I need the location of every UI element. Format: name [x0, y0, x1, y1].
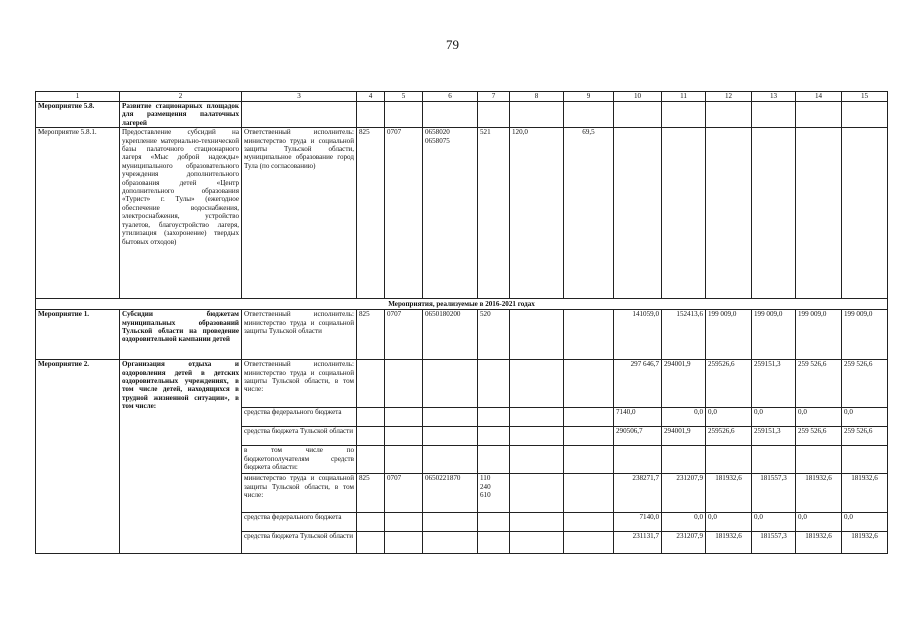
cell-2020: 181932,6: [796, 474, 842, 513]
cell-2020: 199 009,0: [796, 310, 842, 360]
cell-2018: 0,0: [706, 513, 752, 532]
cell-2019: 0,0: [752, 408, 796, 427]
cell-2021: 259 526,6: [842, 427, 888, 446]
col-header-12: 12: [706, 92, 752, 102]
col-header-4: 4: [357, 92, 385, 102]
event-executor: Ответственный исполнитель: министерство труда и социальной защиты Тульской области, в том числе:: [242, 360, 357, 408]
funding-source: средства бюджета Тульской области: [242, 427, 357, 446]
cell-grbs: 825: [357, 128, 385, 299]
cell-2021: 199 009,0: [842, 310, 888, 360]
cell-section: 0707: [385, 310, 423, 360]
cell-grbs: [357, 408, 385, 427]
cell-expense-type: [478, 427, 510, 446]
cell-2017: 152413,6: [662, 310, 706, 360]
cell-2016: 290506,7: [614, 427, 662, 446]
event-id: Мероприятие 5.8.1.: [36, 128, 120, 299]
cell-2018: 181932,6: [706, 474, 752, 513]
cell-2020: 259 526,6: [796, 427, 842, 446]
cell-2019: 259151,3: [752, 427, 796, 446]
event-id: Мероприятие 1.: [36, 310, 120, 360]
cell-2016: 7140,0: [614, 408, 662, 427]
cell-2017: 0,0: [662, 513, 706, 532]
col-header-5: 5: [385, 92, 423, 102]
cell-2021: 0,0: [842, 408, 888, 427]
table-row: [36, 128, 888, 299]
cell-section: 0707: [385, 128, 423, 299]
cell-2019: 199 009,0: [752, 310, 796, 360]
cell-target-article: [423, 360, 478, 408]
cell-2019: 181557,3: [752, 532, 796, 554]
cell-2017: 294001,9: [662, 427, 706, 446]
event-name: Организация отдыха и оздоровления детей в детских оздоровительных учреждениях, в том числе детей, находящихся в трудной жизненной ситуации», в том числе:: [120, 360, 242, 554]
col-header-3: 3: [242, 92, 357, 102]
cell-2020: 259 526,6: [796, 360, 842, 408]
cell-2019: 181557,3: [752, 474, 796, 513]
cell-value-9: 69,5: [564, 128, 614, 299]
cell-2021: 0,0: [842, 513, 888, 532]
cell-2018: 181932,6: [706, 532, 752, 554]
cell-expense-type: 520: [478, 310, 510, 360]
cell-2020: 0,0: [796, 513, 842, 532]
cell-target-article: 0658020 0658075: [423, 128, 478, 299]
cell-grbs: 825: [357, 310, 385, 360]
event-name: Развитие стационарных площадок для размещения палаточных лагерей: [120, 102, 242, 128]
cell-2021: 181932,6: [842, 474, 888, 513]
col-header-10: 10: [614, 92, 662, 102]
event-executor: Ответственный исполнитель: министерство труда и социальной защиты Тульской области: [242, 310, 357, 360]
cell-2017: 0,0: [662, 408, 706, 427]
cell-2018: 0,0: [706, 408, 752, 427]
funding-source: средства федерального бюджета: [242, 513, 357, 532]
cell-section: [385, 408, 423, 427]
document-sheet: [35, 91, 888, 554]
page-number: 79: [446, 37, 459, 52]
event-id: Мероприятие 5.8.: [36, 102, 120, 128]
cell-2017: 294001,9: [662, 360, 706, 408]
cell-2018: 259526,6: [706, 427, 752, 446]
cell-2018: 199 009,0: [706, 310, 752, 360]
cell-grbs: 825: [357, 474, 385, 513]
cell-expense-type: 110 240 610: [478, 474, 510, 513]
cell-2020: 0,0: [796, 408, 842, 427]
cell-value-8: 120,0: [510, 128, 564, 299]
cell-target-article: [423, 427, 478, 446]
col-header-14: 14: [796, 92, 842, 102]
cell-grbs: [357, 360, 385, 408]
event-id: Мероприятие 2.: [36, 360, 120, 554]
section-row: [36, 299, 888, 310]
event-executor: Ответственный исполнитель: министерство труда и социальной защиты Тульской области, муниципальное образование город Тула (по согласованию): [242, 128, 357, 299]
cell-2016: 231131,7: [614, 532, 662, 554]
budget-table: [35, 91, 888, 554]
funding-source: средства бюджета Тульской области: [242, 532, 357, 554]
section-title: Мероприятия, реализуемые в 2016-2021 годах: [36, 299, 888, 310]
cell-expense-type: [478, 408, 510, 427]
cell-target-article: [423, 408, 478, 427]
cell-section: [385, 360, 423, 408]
funding-breakdown-label: в том числе по бюджетополучателям средств бюджета области:: [242, 446, 357, 474]
event-name: Субсидии бюджетам муниципальных образований Тульской области на проведение оздоровительной кампании детей: [120, 310, 242, 360]
col-header-2: 2: [120, 92, 242, 102]
cell-target-article: 0650221870: [423, 474, 478, 513]
col-header-9: 9: [564, 92, 614, 102]
cell-2018: 259526,6: [706, 360, 752, 408]
table-row: [36, 310, 888, 360]
cell-2019: 0,0: [752, 513, 796, 532]
cell-2016: 297 646,7: [614, 360, 662, 408]
cell-2021: 259 526,6: [842, 360, 888, 408]
cell-2016: 141059,0: [614, 310, 662, 360]
cell-2020: 181932,6: [796, 532, 842, 554]
cell-2017: 231207,9: [662, 474, 706, 513]
cell-2017: 231207,9: [662, 532, 706, 554]
cell-grbs: [357, 427, 385, 446]
col-header-15: 15: [842, 92, 888, 102]
col-header-8: 8: [510, 92, 564, 102]
col-header-11: 11: [662, 92, 706, 102]
funding-source: средства федерального бюджета: [242, 408, 357, 427]
event-description: Предоставление субсидий на укрепление материально-технической базы палаточного стационарного лагеря «Мыс доброй надежды» муниципального образовательного учреждения дополнительного образования детей «Центр дополнительного образования «Турист» г. Тулы» (ежегодное обеспечение водоснабжения, электроснабжения, устройство туалетов, благоустройство лагеря, утилизация (захоронение) твердых бытовых отходов): [120, 128, 242, 299]
table-row: [36, 102, 888, 128]
cell-2016: 238271,7: [614, 474, 662, 513]
col-header-7: 7: [478, 92, 510, 102]
cell-section: [385, 427, 423, 446]
col-header-6: 6: [423, 92, 478, 102]
cell-expense-type: [478, 360, 510, 408]
cell-target-article: 0650180200: [423, 310, 478, 360]
col-header-13: 13: [752, 92, 796, 102]
cell-expense-type: 521: [478, 128, 510, 299]
table-row: [36, 360, 888, 408]
cell-2019: 259151,3: [752, 360, 796, 408]
col-header-1: 1: [36, 92, 120, 102]
budget-recipient: министерство труда и социальной защиты Тульской области, в том числе:: [242, 474, 357, 513]
column-number-row: [36, 92, 888, 102]
cell-section: 0707: [385, 474, 423, 513]
cell-2021: 181932,6: [842, 532, 888, 554]
cell-2016: 7140,0: [614, 513, 662, 532]
